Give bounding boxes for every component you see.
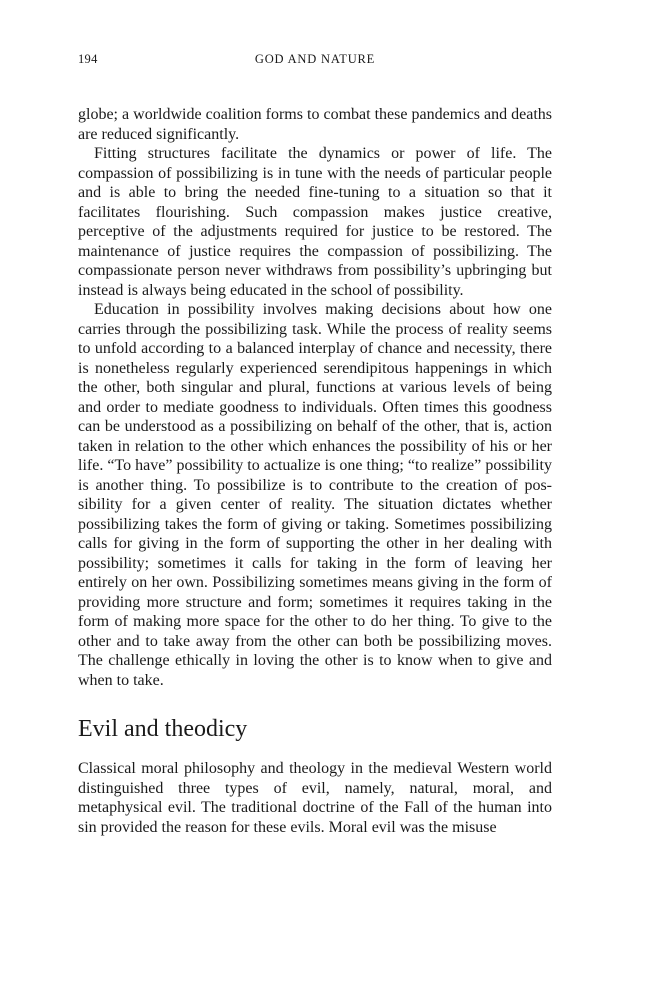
- paragraph-evil: Classical moral philosophy and theology in the medieval Western world distinguished three types of evil, namely, natural, moral, and metaphysical evil. The traditional doctrine of the Fall of the human into sin provided the reason for these evils. Moral evil was the misuse: [78, 760, 552, 836]
- page-number: 194: [78, 52, 98, 66]
- paragraph-continuation: globe; a worldwide coalition forms to combat these pandemics and deaths are reduced significantly.: [78, 106, 552, 143]
- section-heading: Evil and theodicy: [78, 716, 248, 742]
- body-text: [78, 105, 552, 837]
- paragraph-education: Education in possibility involves making decisions about how one carries through the possibilizing task. While the process of reality seems to unfold according to a balanced interplay of chance and necessity, there is nonetheless regularly experienced serendipitous happenings in which the other, both singular and plural, functions at various levels of being and order to mediate goodness to individuals. Often times this goodness can be understood as a possibilizing on behalf of the other, that is, action taken in relation to the other which enhances the possibility of his or her life. “To have” possibility to actualize is one thing; “to realize” possibility is another thing. To possibilize is to contribute to the creation of possibility for a given center of reality. The situation dictates whether possibilizing takes the form of giving or taking. Sometimes possibilizing calls for giving in the form of supporting the other in her dealing with possibility; sometimes it calls for taking in the form of leaving her entirely on her own. Possibilizing sometimes means giving in the form of providing more structure and form; sometimes it requires taking in the form of making more space for the other to do her thing. To give to the other and to take away from the other can both be possibilizing moves. The challenge ethically in loving the other is to know when to give and when to take.: [78, 301, 552, 689]
- running-head: [78, 52, 552, 72]
- running-title: GOD AND NATURE: [254, 52, 376, 66]
- paragraph-compassion: Fitting structures facilitate the dynamics or power of life. The compassion of possibilizing is in tune with the needs of particular people and is able to bring the needed fine-tuning to a situation so that it facilitates flourishing. Such compassion makes justice creative, perceptive of the adjustments required for justice to be restored. The maintenance of justice requires the compassion of possibilizing. The compassionate person never withdraws from possibility’s upbringing but instead is always being educated in the school of possibility.: [78, 145, 552, 299]
